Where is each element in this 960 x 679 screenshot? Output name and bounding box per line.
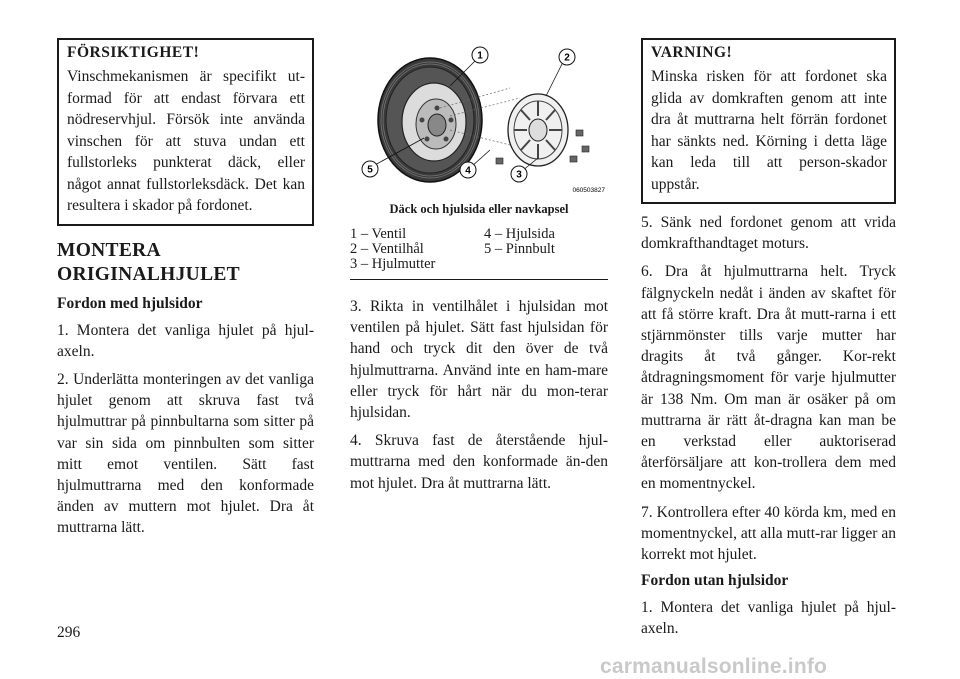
subheading-with-covers: Fordon med hjulsidor [57,294,203,312]
caution-box [57,38,314,226]
callout-3: 3 [516,169,522,181]
figure-caption: Däck och hjulsida eller navkapsel [389,202,569,216]
watermark: carmanualsonline.info [600,655,828,678]
warning-title: VARNING! [651,44,733,61]
callout-2: 2 [564,52,570,64]
wheel-illustration [350,38,608,194]
tire-and-hubcap-diagram [350,38,608,194]
legend-item: 4 – Hjulsida [484,226,555,242]
step-7-paragraph: 7. Kontrollera efter 40 körda km, med en momentnyckel, att alla mutt-rar ligger an korrekt mot hjulet. [641,503,896,564]
column-left [57,38,314,546]
legend-item: 2 – Ventilhål [350,241,424,257]
caution-text: Vinschmekanismen är specifikt ut-formad för att endast förvara ett nödreservhjul. Försök inte använda vinschen för att stuva undan ett fullstorleks punkterat däck, eller något annat fullstorleksdäck. Det kan resultera i skador på fordonet. [67,68,305,214]
callout-1: 1 [477,50,483,62]
warning-box [641,38,896,204]
step-1b-paragraph: 1. Montera det vanliga hjulet på hjul-axeln. [641,599,896,638]
figure-legend [350,227,608,280]
step-2-paragraph: 2. Underlätta monteringen av det vanliga hjulet genom att skruva fast två hjulmuttrar på pinnbultarna som sitter på var sin sida om pinnbulten som sitter mitt emot ventilen. Sätt fast hjulmuttrarna med den konformade änden av muttern mot hjulet. Dra åt muttrarna lätt. [57,370,314,537]
page-number: 296 [57,624,81,641]
section-heading: MONTERA ORIGINALHJULET [57,239,240,285]
callout-4: 4 [465,165,471,177]
legend-item: 1 – Ventil [350,226,407,242]
subheading-without-covers: Fordon utan hjulsidor [641,572,789,590]
column-middle [350,38,608,501]
step-4-paragraph: 4. Skruva fast de återstående hjul-muttrarna med den konformade än-den mot hjulet. Dra åt muttrarna lätt. [350,432,608,492]
legend-row [350,242,608,257]
warning-text: Minska risken för att fordonet ska glida av domkraften genom att inte dra åt muttrarna helt förrän fordonet har sänkts ned. Körning i detta läge kan leda till att person-skador uppstår. [651,68,887,193]
step-1-paragraph: 1. Montera det vanliga hjulet på hjul-axeln. [57,321,314,360]
legend-item: 5 – Pinnbult [484,241,555,257]
callout-5: 5 [367,164,373,176]
legend-item: 3 – Hjulmutter [350,256,436,272]
step-5-paragraph: 5. Sänk ned fordonet genom att vrida domkrafthandtaget moturs. [641,214,896,253]
step-6-paragraph: 6. Dra åt hjulmuttrarna helt. Tryck fälgnyckeln nedåt i änden av skaftet för att få större kraft. Dra åt mutt-rarna i ett stjärnmönster tills varje mutter har dragits åt två gånger. Kor-rekt åtdragningsmoment för varje hjulmutter är 138 Nm. Om man är osäker på om muttrarna är rätt åt-dragna kan man be en verkstad eller auktoriserad återförsäljare att kon-trollera dem med en momentnyckel. [641,263,896,493]
figure-code: 060503827 [572,187,605,194]
step-3-paragraph: 3. Rikta in ventilhålet i hjulsidan mot ventilen på hjulet. Sätt fast hjulsidan för hand och tryck dit den över de två hjulmuttrarna. Använd inte en ham-mare eller tryck för hårt när du mon-terar hjulsidan. [350,298,608,422]
caution-title: FÖRSIKTIGHET! [67,44,200,61]
legend-row [350,257,608,272]
column-right [641,38,896,647]
legend-row [350,227,608,242]
